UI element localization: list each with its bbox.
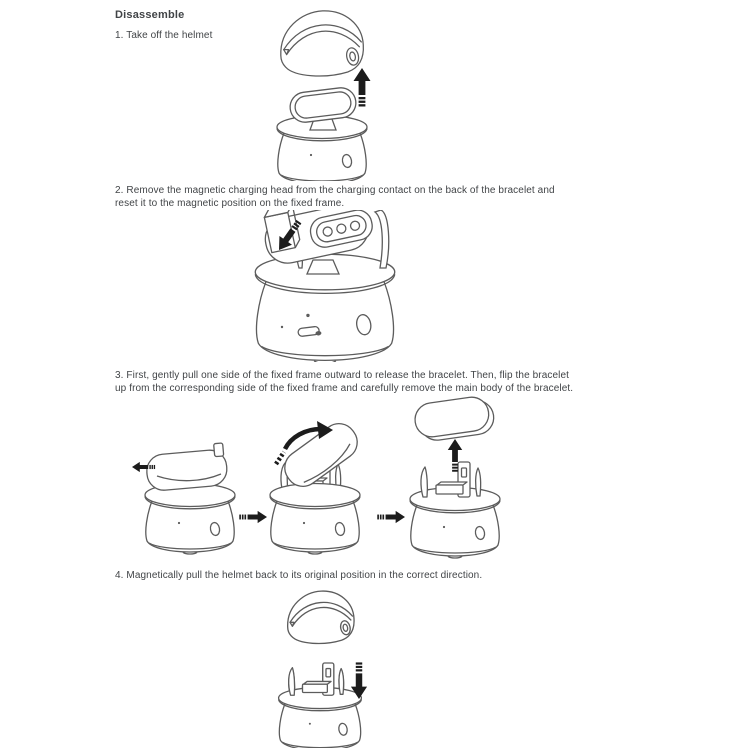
stage-pull-frame: [145, 443, 235, 554]
right-arrow-icon: [239, 511, 267, 523]
stage-remove-body: [410, 462, 500, 558]
step-1-text: 1. Take off the helmet: [115, 30, 213, 41]
dock-base-illustration: [410, 488, 500, 559]
page-title: Disassemble: [115, 9, 185, 21]
figure-remove-charging-head: [243, 210, 418, 362]
helmet-illustration: [281, 11, 364, 76]
dock-base-illustration: [145, 484, 235, 555]
dock-base-illustration: [270, 484, 360, 555]
figure-release-bracelet-sequence: [115, 393, 525, 565]
step-3-text: 3. First, gently pull one side of the fixed frame outward to release the bracelet. Then, flip the bracelet up from the corresponding side of the fixed frame and carefully remove the main body of the bracelet.: [115, 370, 574, 395]
figure-take-off-helmet: [268, 5, 380, 181]
bracelet-flat-illustration: [145, 443, 228, 492]
step-2-text: 2. Remove the magnetic charging head from the charging contact on the back of the bracelet and reset it to the magnetic position on the fixed frame.: [115, 185, 555, 210]
figure-replace-helmet: [253, 586, 387, 748]
step-4-text: 4. Magnetically pull the helmet back to its original position in the correct direction.: [115, 570, 483, 581]
right-arrow-icon: [377, 511, 405, 523]
bracelet-body-illustration: [413, 395, 496, 442]
helmet-illustration: [288, 591, 354, 643]
stage-flip-bracelet: [270, 417, 364, 554]
